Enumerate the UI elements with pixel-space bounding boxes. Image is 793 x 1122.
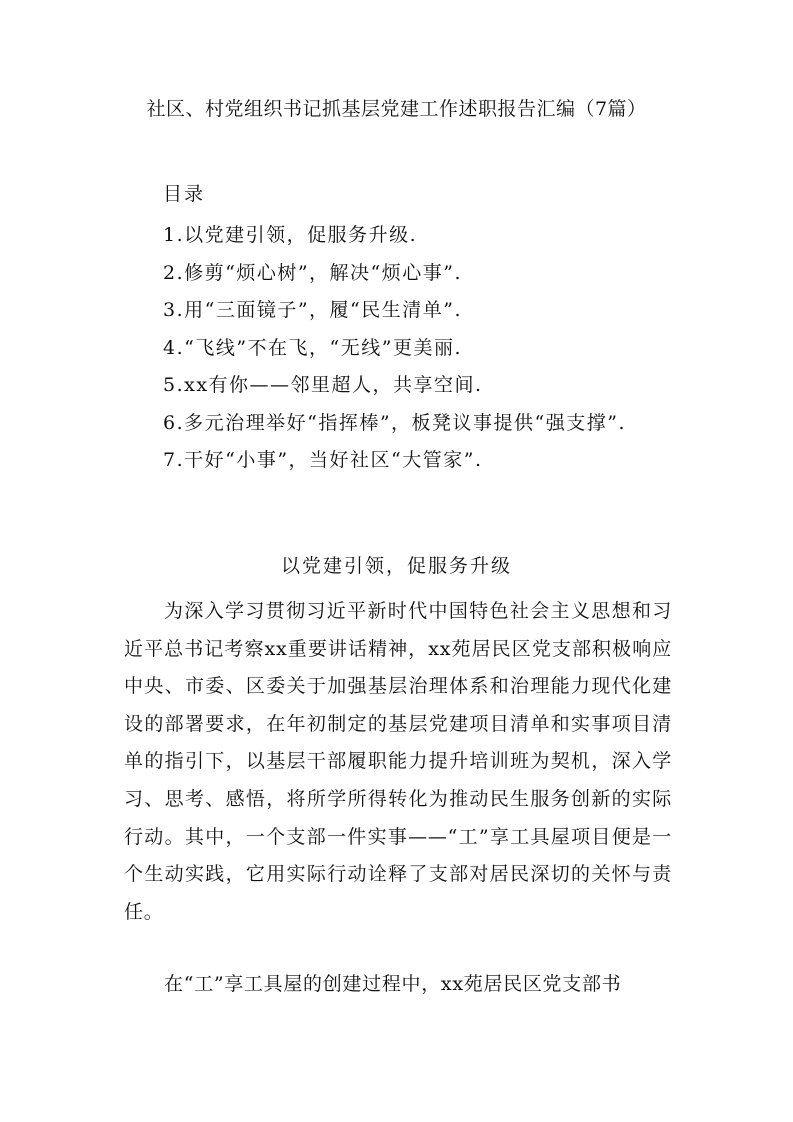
toc-item: 1.以党建引领，促服务升级. bbox=[163, 224, 418, 246]
body-paragraph: 为深入学习贯彻习近平新时代中国特色社会主义思想和习近平总书记考察xx重要讲话精神，xx苑居民区党支部积极响应中央、市委、区委关于加强基层治理体系和治理能力现代化建设的部署要求，在年初制定的基层党建项目清单和实事项目清单的指引下，以基层干部履职能力提升培训班为契机，深入学习、思考、感悟，将所学所得转化为推动民生服务创新的实际行动。其中，一个支部一件实事——“工”享工具屋项目便是一个生动实践，它用实际行动诠释了支部对居民深切的关怀与责任。 bbox=[124, 600, 672, 923]
toc-item: 3.用“三面镜子”，履“民生清单”. bbox=[163, 299, 463, 321]
section-title: 以党建引领，促服务升级 bbox=[280, 555, 512, 577]
toc-heading: 目录 bbox=[163, 183, 206, 205]
table-of-contents bbox=[163, 222, 626, 485]
toc-item: 2.修剪“烦心树”，解决“烦心事”. bbox=[163, 261, 463, 284]
toc-item: 4.“飞线”不在飞，“无线”更美丽. bbox=[163, 336, 463, 359]
document-title: 社区、村党组织书记抓基层党建工作述职报告汇编（7篇） bbox=[146, 98, 647, 120]
toc-item: 7.干好“小事”，当好社区“大管家”. bbox=[163, 449, 483, 471]
toc-item: 6.多元治理举好“指挥棒”，板凳议事提供“强支撑”. bbox=[163, 411, 627, 434]
toc-item: 5.xx有你——邻里超人，共享空间. bbox=[163, 374, 483, 396]
body-paragraph: 在“工”享工具屋的创建过程中，xx苑居民区党支部书 bbox=[164, 973, 622, 995]
